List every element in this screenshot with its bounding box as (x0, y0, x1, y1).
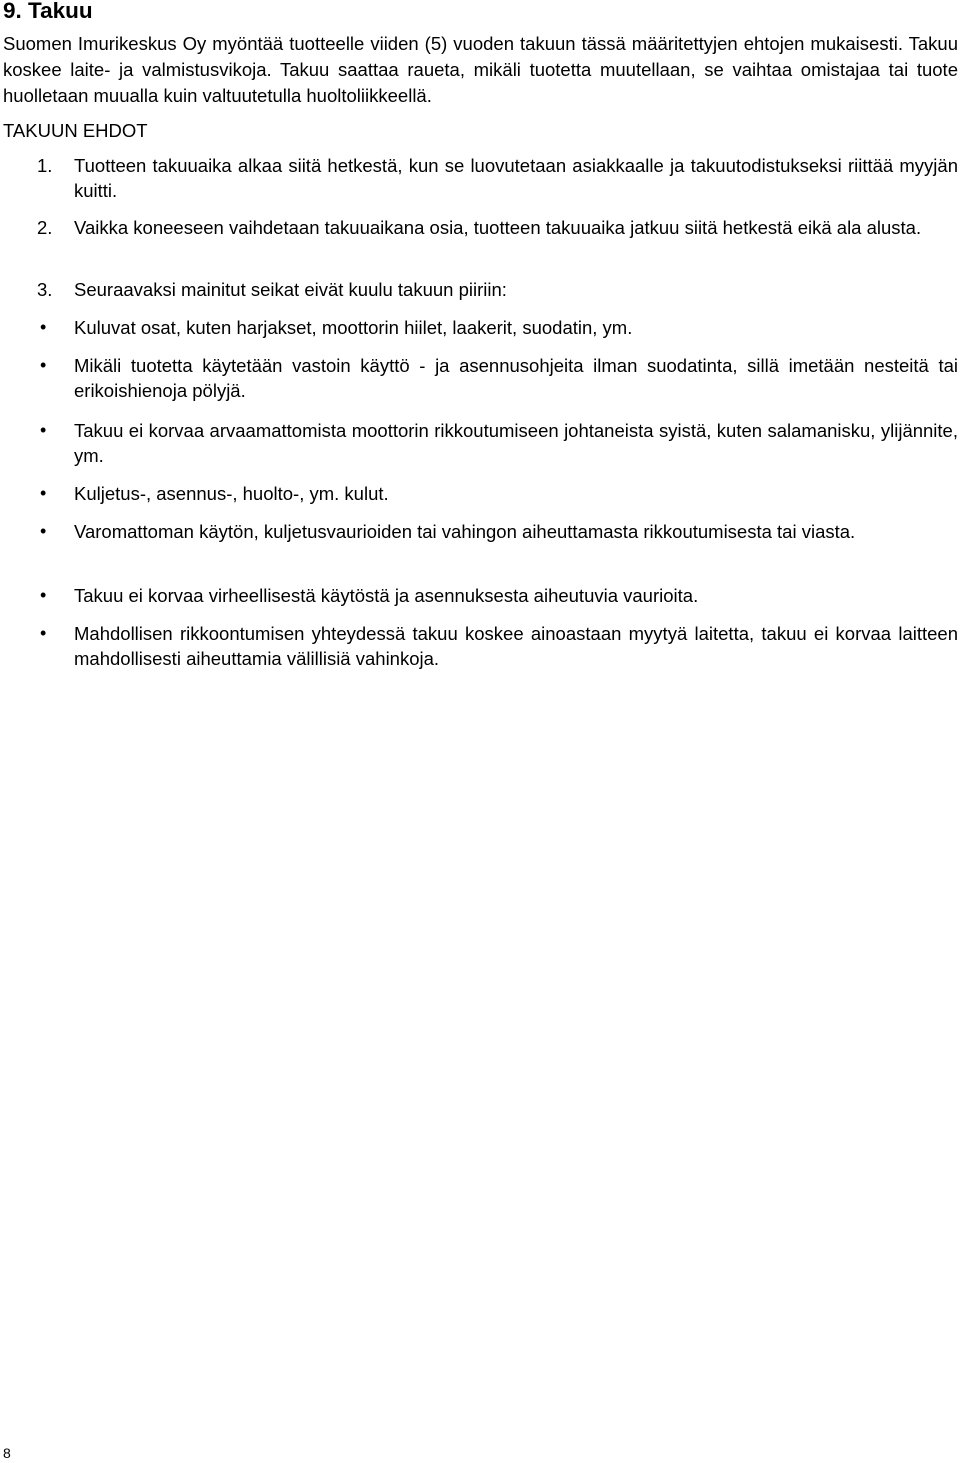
term-number: 2. (37, 217, 53, 238)
terms-subheading: TAKUUN EHDOT (3, 120, 148, 141)
bullet-icon: • (40, 521, 47, 541)
bullet-icon: • (40, 623, 47, 643)
exclusion-item-4 (3, 481, 958, 506)
intro-paragraph: Suomen Imurikeskus Oy myöntää tuotteelle viiden (5) vuoden takuun tässä määritettyjen ehtojen mukaisesti. Takuu koskee laite- ja valmistusvikoja. Takuu saattaa raueta, mikäli tuotetta muutellaan, se vaihtaa omistajaa tai tuote huolletaan muualla kuin valtuutetulla huoltoliikkeellä. (3, 33, 958, 106)
exclusion-item-2 (3, 353, 958, 403)
term-number: 3. (37, 279, 53, 300)
term-item-3 (3, 277, 958, 302)
bullet-icon: • (40, 317, 47, 337)
term-number: 1. (37, 155, 53, 176)
exclusion-text: Varomattoman käytön, kuljetusvaurioiden tai vahingon aiheuttamasta rikkoutumisesta tai viasta. (74, 521, 856, 542)
bullet-icon: • (40, 585, 47, 605)
exclusion-item-5 (3, 519, 958, 544)
exclusion-text: Takuu ei korvaa virheellisestä käytöstä ja asennuksesta aiheutuvia vaurioita. (74, 585, 699, 606)
bullet-icon: • (40, 483, 47, 503)
term-item-1 (3, 153, 958, 203)
term-text: Vaikka koneeseen vaihdetaan takuuaikana osia, tuotteen takuuaika jatkuu siitä hetkestä eikä ala alusta. (74, 217, 922, 238)
exclusion-item-3 (3, 418, 958, 468)
bullet-icon: • (40, 420, 47, 440)
exclusion-text: Mahdollisen rikkoontumisen yhteydessä takuu koskee ainoastaan myytyä laitetta, takuu ei korvaa laitteen mahdollisesti aiheuttamia välillisiä vahinkoja. (74, 623, 958, 669)
exclusion-text: Mikäli tuotetta käytetään vastoin käyttö - ja asennusohjeita ilman suodatinta, sillä imetään nesteitä tai erikoishienoja pölyjä. (74, 355, 958, 401)
term-item-2 (3, 215, 958, 240)
exclusion-item-1 (3, 315, 958, 340)
exclusion-item-6 (3, 583, 958, 608)
term-text: Tuotteen takuuaika alkaa siitä hetkestä, kun se luovutetaan asiakkaalle ja takuutodistukseksi riittää myyjän kuitti. (74, 155, 958, 201)
term-text: Seuraavaksi mainitut seikat eivät kuulu takuun piiriin: (74, 279, 507, 300)
page-number: 8 (3, 1445, 11, 1461)
exclusion-item-7 (3, 621, 958, 671)
exclusion-text: Takuu ei korvaa arvaamattomista moottorin rikkoutumiseen johtaneista syistä, kuten salamanisku, ylijännite, ym. (74, 420, 958, 466)
section-title: 9. Takuu (3, 0, 93, 23)
exclusion-text: Kuljetus-, asennus-, huolto-, ym. kulut. (74, 483, 389, 504)
bullet-icon: • (40, 355, 47, 375)
exclusion-text: Kuluvat osat, kuten harjakset, moottorin hiilet, laakerit, suodatin, ym. (74, 317, 633, 338)
